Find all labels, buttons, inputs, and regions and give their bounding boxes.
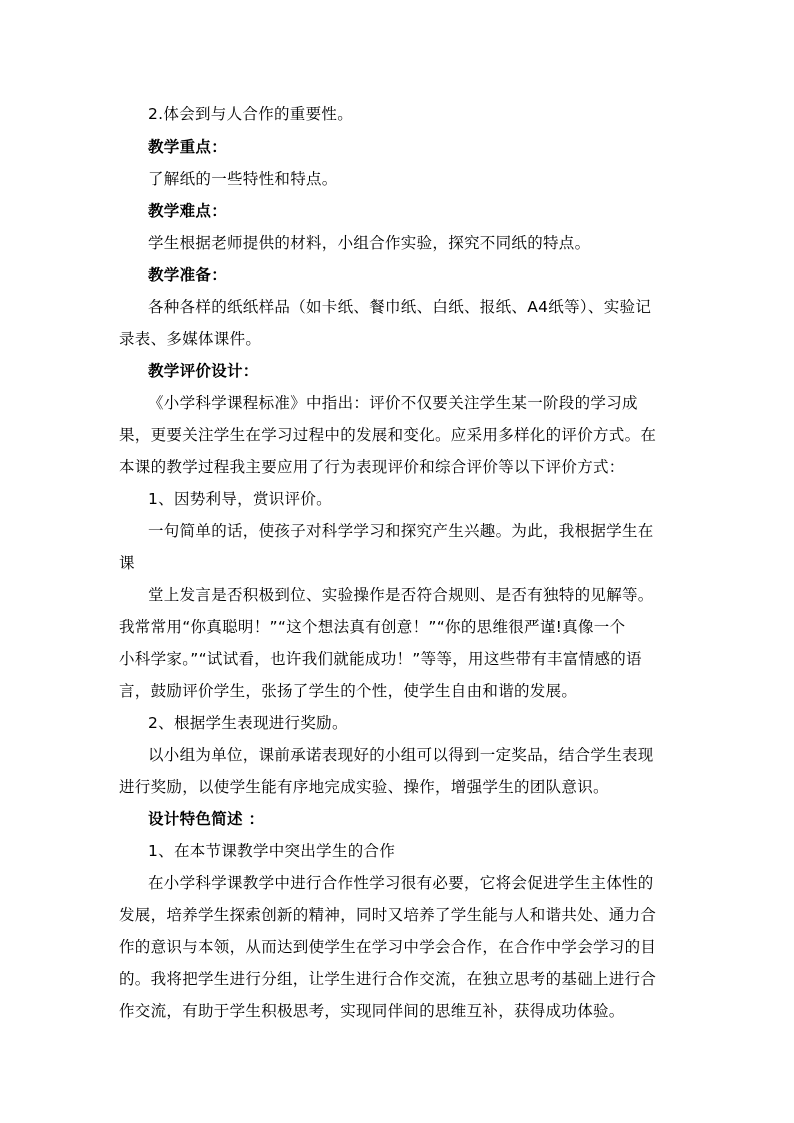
paragraph-2-line-4: 言，鼓励评价学生，张扬了学生的个性，使学生自由和谐的发展。 [119,682,578,700]
subheading-1: 1、因势利导，赏识评价。 [148,490,332,508]
paragraph-3-line-1: 以小组为单位，课前承诺表现好的小组可以得到一定奖品，结合学生表现 [148,746,654,764]
paragraph-2-line-3: 小科学家。”“试试看，也许我们就能成功！”等等，用这些带有丰富情感的语 [119,650,642,668]
heading-difficulties: 教学难点： [148,202,228,220]
heading-design-features: 设计特色简述 ： [148,810,265,828]
heading-evaluation-design: 教学评价设计： [148,362,259,380]
features-paragraph-line-5: 作交流，有助于学生积极思考，实现同伴间的思维互补，获得成功体验。 [119,1002,625,1020]
paragraph-2-line-1: 堂上发言是否积极到位、实验操作是否符合规则、是否有独特的见解等。 [148,586,654,604]
features-paragraph-line-2: 发展，培养学生探索创新的精神，同时又培养了学生能与人和谐共处、通力合 [119,906,657,924]
heading-preparation: 教学准备： [148,266,228,284]
evaluation-paragraph-line-3: 本课的教学过程我主要应用了行为表现评价和综合评价等以下评价方式： [119,458,625,476]
feature-subheading-1: 1、在本节课教学中突出学生的合作 [148,842,396,860]
paragraph-1-line-1: 一句简单的话，使孩子对科学学习和探究产生兴趣。为此，我根据学生在 [148,522,654,540]
evaluation-paragraph-line-2: 果，更要关注学生在学习过程中的发展和变化。应采用多样化的评价方式。在 [119,426,657,444]
preparation-text-line-2: 录表、多媒体课件。 [119,330,262,348]
subheading-2: 2、根据学生表现进行奖励。 [148,714,348,732]
objective-line: 2.体会到与人合作的重要性。 [148,105,353,123]
heading-key-points: 教学重点： [148,138,228,156]
paragraph-1-line-2: 课 [119,554,135,572]
evaluation-paragraph-line-1: 《小学科学课程标准》中指出：评价不仅要关注学生某一阶段的学习成 [148,394,638,412]
preparation-text-line-1: 各种各样的纸纸样品（如卡纸、餐巾纸、白纸、报纸、A4纸等）、实验记 [148,298,652,316]
difficulties-text: 学生根据老师提供的材料，小组合作实验，探究不同纸的特点。 [148,234,591,252]
features-paragraph-line-3: 作的意识与本领，从而达到使学生在学习中学会合作，在合作中学会学习的目 [119,938,657,956]
features-paragraph-line-4: 的。我将把学生进行分组，让学生进行合作交流，在独立思考的基础上进行合 [119,970,657,988]
paragraph-2-line-2: 我常常用“你真聪明！”“这个想法真有创意！”“你的思维很严谨!真像一个 [119,618,626,636]
paragraph-3-line-2: 进行奖励，以使学生能有序地完成实验、操作，增强学生的团队意识。 [119,778,609,796]
key-points-text: 了解纸的一些特性和特点。 [148,170,338,188]
features-paragraph-line-1: 在小学科学课教学中进行合作性学习很有必要，它将会促进学生主体性的 [148,874,654,892]
